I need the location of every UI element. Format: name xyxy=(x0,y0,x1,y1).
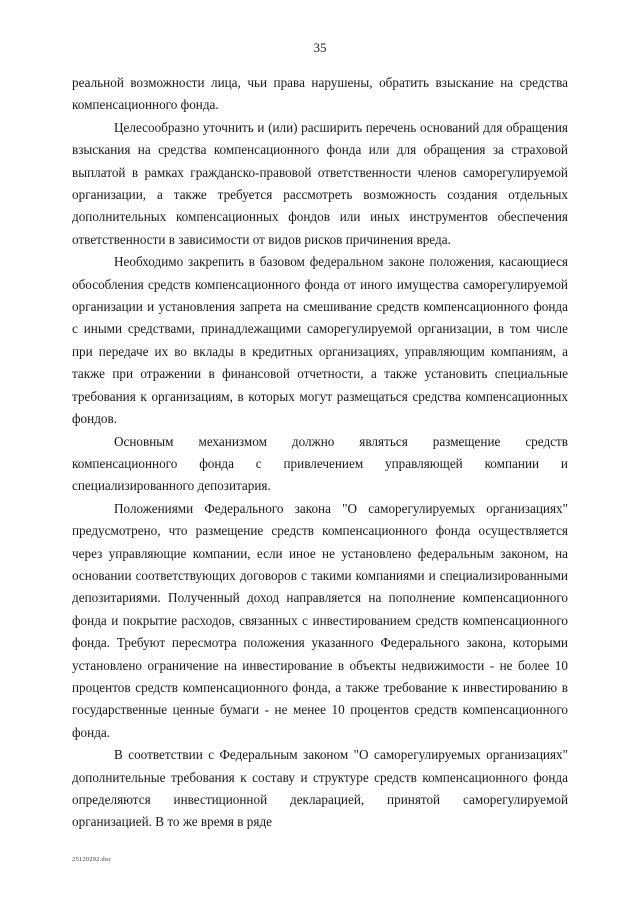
document-body xyxy=(72,72,568,834)
footer-document-code: 25120292.doc xyxy=(72,856,112,863)
paragraph: В соответствии с Федеральным законом "О саморегулируемых организациях" дополнительные требования к составу и структуре средств компенсационного фонда определяются инвестиционной декларацией, принятой саморегулируемой организацией. В то же время в ряде xyxy=(72,747,568,830)
paragraph: Положениями Федерального закона "О саморегулируемых организациях" предусмотрено, что размещение средств компенсационного фонда осуществляется через управляющие компании, если иное не установлено федеральным законом, на основании соответствующих договоров с такими компаниями и специализированными депозитариями. Полученный доход направляется на пополнение компенсационного фонда и покрытие расходов, связанных с инвестированием средств компенсационного фонда. Требуют пересмотра положения указанного Федерального закона, которыми установлено ограничение на инвестирование в объекты недвижимости - не более 10 процентов средств компенсационного фонда, а также требование к инвестированию в государственные ценные бумаги - не менее 10 процентов средств компенсационного фонда. xyxy=(72,500,568,740)
paragraph: реальной возможности лица, чьи права нарушены, обратить взыскание на средства компенсационного фонда. xyxy=(72,75,568,113)
page-number: 35 xyxy=(313,40,327,55)
paragraph: Основным механизмом должно являться размещение средств компенсационного фонда с привлечением управляющей компании и специализированного депозитария. xyxy=(72,433,568,494)
paragraph: Необходимо закрепить в базовом федеральном законе положения, касающиеся обособления средств компенсационного фонда от иного имущества саморегулируемой организации и установления запрета на смешивание средств компенсационного фонда с иными средствами, принадлежащими саморегулируемой организации, в том числе при передаче их во вклады в кредитных организациях, управляющим компаниям, а также при отражении в финансовой отчетности, а также установить специальные требования к организациям, в которых могут размещаться средства компенсационных фондов. xyxy=(72,254,568,427)
paragraph: Целесообразно уточнить и (или) расширить перечень оснований для обращения взыскания на средства компенсационного фонда или для обращения за страховой выплатой в рамках гражданско-правовой ответственности членов саморегулируемой организации, а также требуется рассмотреть возможность создания отдельных дополнительных компенсационных фондов или иных инструментов обеспечения ответственности в зависимости от видов рисков причинения вреда. xyxy=(72,119,568,247)
